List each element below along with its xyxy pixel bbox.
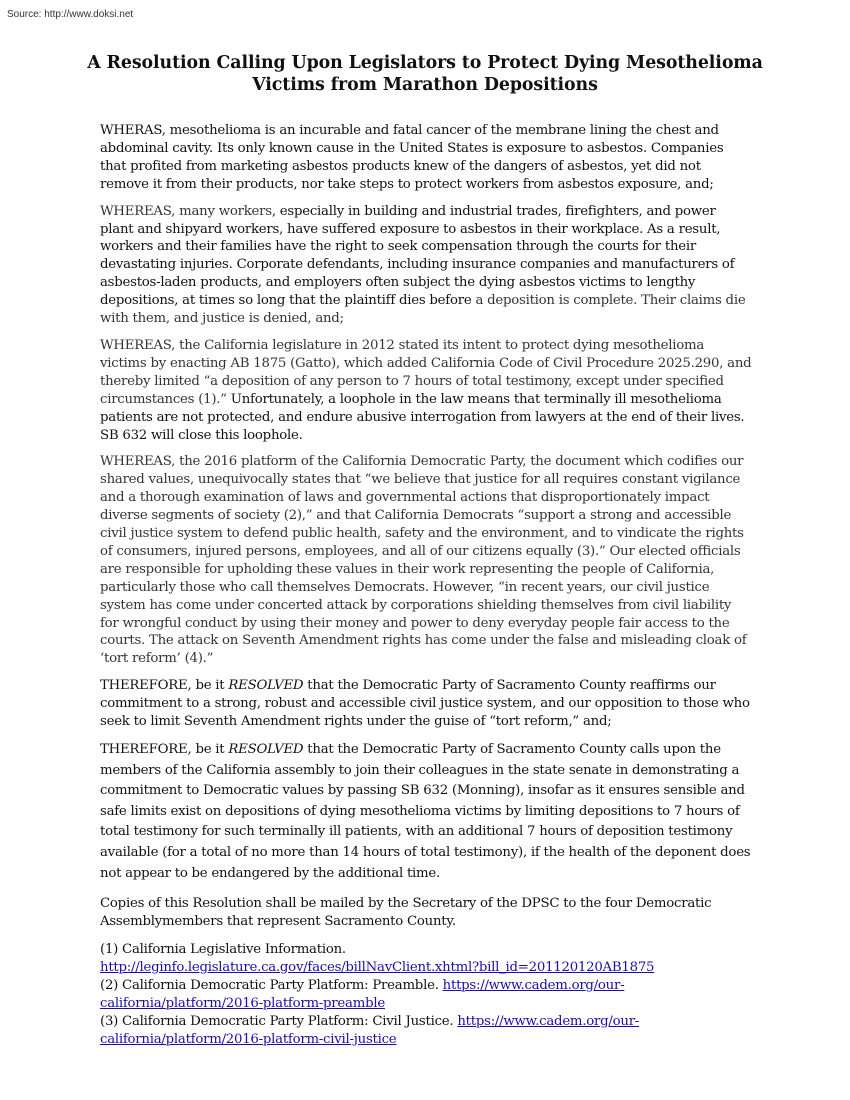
title-line-1: A Resolution Calling Upon Legislators to Protect Dying Mesothelioma	[87, 53, 763, 73]
p2-tail: a deposition is complete. Their claims die with them, and justice is denied, and;	[100, 293, 746, 327]
paragraph-resolved-2	[100, 740, 752, 884]
reference-1-text: (1) California Legislative Information.	[100, 941, 346, 957]
p5-tail: that the Democratic Party of Sacramento County reaffirms our commitment to a strong, robust and accessible civil justice system, and our opposition to those who seek to limit Seventh Amendment rights under the guise of “tort reform,” and;	[100, 678, 750, 730]
p5-resolved: RESOLVED	[228, 678, 304, 694]
p5-lead: THEREFORE, be it	[100, 678, 229, 694]
reference-2-text: (2) California Democratic Party Platform: Preamble.	[100, 977, 443, 993]
resolution-body	[100, 122, 752, 1048]
document-title	[60, 52, 790, 96]
reference-3-link[interactable]: https://www.cadem.org/our-california/platform/2016-platform-civil-justice	[100, 1013, 640, 1047]
paragraph-whereas-4: WHEREAS, the 2016 platform of the California Democratic Party, the document which codifies our shared values, unequivocally states that “we believe that justice for all requires constant vigilance and a thorough examination of laws and governmental actions that disproportionately impact diverse segments of society (2),” and that California Democrats “support a strong and accessible civil justice system to defend public health, safety and the environment, and to vindicate the rights of consumers, injured persons, employees, and all of our citizens equally (3).” Our elected officials are responsible for upholding these values in their work representing the people of California, particularly those who call themselves Democrats. However, “in recent years, our civil justice system has come under concerted attack by corporations shielding themselves from civil liability for wrongful conduct by using their money and power to deny everyday people fair access to the courts. The attack on Seventh Amendment rights has come under the false and misleading cloak of ‘tort reform’ (4).”	[100, 454, 747, 667]
paragraph-copies: Copies of this Resolution shall be mailed by the Secretary of the DPSC to the four Democratic Assemblymembers that represent Sacramento County.	[100, 896, 712, 930]
source-label: Source: http://www.doksi.net	[7, 9, 134, 20]
title-line-2: Victims from Marathon Depositions	[252, 75, 598, 95]
paragraph-whereas-1: WHERAS, mesothelioma is an incurable and fatal cancer of the membrane lining the chest and abdominal cavity. Its only known cause in the United States is exposure to asbestos. Companies that profited from marketing asbestos products knew of the dangers of asbestos, yet did not remove it from their products, nor take steps to protect workers from asbestos exposure, and;	[100, 123, 724, 192]
references	[100, 941, 752, 1048]
reference-3-text: (3) California Democratic Party Platform: Civil Justice.	[100, 1013, 458, 1029]
reference-2	[100, 977, 752, 1013]
p2-main: , especially in building and industrial trades, firefighters, and power plant and shipyard workers, have suffered exposure to asbestos in their workplace. As a result, workers and their families have the right to seek compensation through the courts for their devastating injuries. Corporate defendants, including insurance companies and manufacturers of asbestos-laden products, and employers often subject the dying asbestos victims to lengthy depositions, at times so long that the plaintiff dies before	[100, 203, 735, 309]
p3-tail: Unfortunately, a loophole in the law means that terminally ill mesothelioma patients are not protected, and endure abusive interrogation from lawyers at the end of their lives. SB 632 will close this loophole.	[100, 391, 745, 443]
reference-3	[100, 1013, 752, 1049]
p3-lead: WHEREAS, the California legislature in 2012 stated its intent to protect dying mesothelioma victims by enacting AB 1875 (Gatto), which added California Code of Civil Procedure 2025.290, and thereby limited “a deposition of any person to 7 hours of total testimony, except under specified circumstances (1).”	[100, 337, 752, 407]
p6-lead: THEREFORE, be it	[100, 742, 229, 757]
p2-lead: WHEREAS, many workers	[100, 203, 272, 219]
paragraph-resolved-1	[100, 677, 752, 731]
reference-1	[100, 941, 752, 977]
paragraph-whereas-2	[100, 203, 752, 328]
reference-1-link[interactable]: http://leginfo.legislature.ca.gov/faces/billNavClient.xhtml?bill_id=201120120AB1875	[100, 959, 655, 975]
p6-resolved: RESOLVED	[228, 742, 304, 757]
paragraph-whereas-3	[100, 337, 752, 444]
reference-2-link[interactable]: https://www.cadem.org/our-california/platform/2016-platform-preamble	[100, 977, 625, 1011]
p6-tail: that the Democratic Party of Sacramento County calls upon the members of the California assembly to join their colleagues in the state senate in demonstrating a commitment to Democratic values by passing SB 632 (Monning), insofar as it ensures sensible and safe limits exist on depositions of dying mesothelioma victims by limiting depositions to 7 hours of total testimony for such terminally ill patients, with an additional 7 hours of deposition testimony available (for a total of no more than 14 hours of total testimony), if the health of the deponent does not appear to be endangered by the additional time.	[100, 742, 751, 881]
